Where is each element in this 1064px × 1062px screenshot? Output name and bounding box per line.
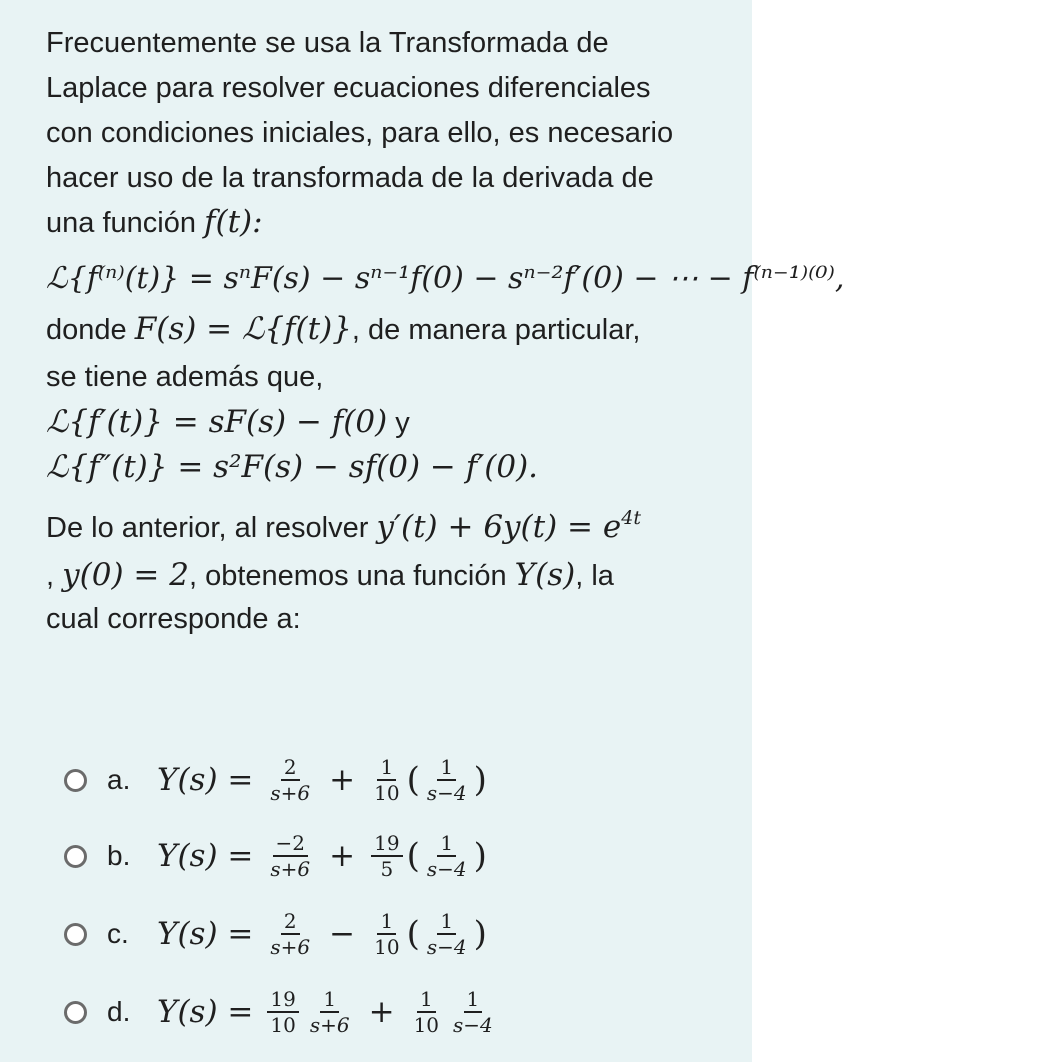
problem-line-2	[46, 558, 614, 593]
frac-num: 19	[267, 987, 298, 1013]
problem-line-1	[46, 507, 641, 548]
paren-open: (	[406, 760, 420, 800]
option-b-equation	[157, 831, 487, 881]
option-a-letter: a.	[107, 764, 131, 795]
frac-den: s−4	[426, 935, 467, 959]
frac-den: s+6	[270, 857, 311, 881]
paren-close: )	[473, 836, 487, 876]
frac-den: s−4	[426, 857, 467, 881]
intro-line-1: Frecuentemente se usa la Transformada de	[46, 27, 609, 59]
initial-condition: y(0) = 2	[62, 557, 189, 593]
frac-num: 2	[281, 755, 300, 781]
option-b-frac-2	[371, 831, 402, 881]
intro-line-5	[46, 205, 263, 240]
frac-den: s+6	[270, 935, 311, 959]
tiene-line: se tiene además que,	[46, 361, 324, 393]
option-a-frac-2	[371, 755, 402, 805]
option-b-frac-1	[267, 831, 313, 881]
option-b-frac-3	[424, 831, 470, 881]
frac-den: 10	[374, 781, 400, 805]
frac-den: s−4	[426, 781, 467, 805]
frac-den: s+6	[270, 781, 311, 805]
option-a[interactable]	[64, 750, 487, 810]
donde-suffix: , de manera particular,	[351, 314, 641, 346]
problem-equation	[376, 509, 641, 545]
option-d-frac-1	[267, 987, 298, 1037]
option-c-frac-2	[371, 909, 402, 959]
option-a-frac-1	[267, 755, 313, 805]
problem-line2-suffix: , la	[575, 560, 614, 592]
option-b[interactable]	[64, 826, 487, 886]
general-derivative-formula: ℒ{f⁽ⁿ⁾(t)} = sⁿF(s) − sⁿ⁻¹f(0) − sⁿ⁻²f′(0) − ⋯ − f⁽ⁿ⁻¹⁾⁽⁰⁾,	[46, 261, 845, 296]
frac-num: 1	[320, 987, 339, 1013]
intro-line-2: Laplace para resolver ecuaciones diferenciales	[46, 72, 651, 104]
frac-num: 1	[437, 909, 456, 935]
option-d-radio[interactable]	[64, 1001, 87, 1024]
option-a-radio[interactable]	[64, 769, 87, 792]
donde-prefix: donde	[46, 314, 127, 346]
option-d-operator: +	[368, 994, 395, 1030]
paren-open: (	[406, 914, 420, 954]
option-c-equation	[157, 909, 487, 959]
option-d-letter: d.	[107, 996, 131, 1027]
problem-equation-body: y′(t) + 6y(t) = e	[376, 509, 622, 545]
option-d-equation	[157, 987, 500, 1037]
option-d-frac-2	[307, 987, 353, 1037]
intro-line-4: hacer uso de la transformada de la derivada de	[46, 162, 654, 194]
donde-formula: F(s) = ℒ{f(t)}	[134, 311, 352, 347]
frac-num: 1	[464, 987, 483, 1013]
frac-den: s+6	[309, 1013, 350, 1037]
problem-line-3: cual corresponde a:	[46, 603, 301, 635]
frac-num: 19	[371, 831, 402, 857]
option-c-radio[interactable]	[64, 923, 87, 946]
conjunction-y: y	[395, 407, 410, 439]
option-a-frac-3	[424, 755, 470, 805]
option-d[interactable]	[64, 982, 500, 1042]
option-a-operator: +	[329, 762, 356, 798]
option-a-equation	[157, 755, 487, 805]
problem-line2-prefix: ,	[46, 560, 55, 592]
option-c-lhs: Y(s) =	[157, 916, 254, 952]
option-c-operator: −	[329, 916, 356, 952]
option-c-letter: c.	[107, 918, 129, 949]
option-c-frac-1	[267, 909, 313, 959]
frac-den: 10	[413, 1013, 440, 1037]
frac-num: 1	[417, 987, 436, 1013]
first-derivative-line	[46, 405, 410, 440]
frac-den: 5	[380, 857, 394, 881]
problem-Y: Y(s)	[514, 557, 576, 593]
frac-den: s−4	[453, 1013, 493, 1037]
frac-num: 2	[281, 909, 300, 935]
frac-num: −2	[273, 831, 308, 857]
frac-num: 1	[437, 755, 456, 781]
first-derivative-formula: ℒ{f′(t)} = sF(s) − f(0)	[46, 404, 388, 440]
problem-exponent: 4t	[621, 507, 641, 529]
paren-close: )	[473, 914, 487, 954]
intro-line-3: con condiciones iniciales, para ello, es necesario	[46, 117, 674, 149]
option-c-frac-3	[424, 909, 470, 959]
option-d-frac-4	[450, 987, 496, 1037]
option-a-lhs: Y(s) =	[157, 762, 254, 798]
frac-den: 10	[270, 1013, 296, 1037]
option-b-lhs: Y(s) =	[157, 838, 254, 874]
donde-line	[46, 312, 640, 347]
frac-num: 1	[437, 831, 456, 857]
problem-line2-mid: , obtenemos una función	[188, 560, 507, 592]
paren-close: )	[473, 760, 487, 800]
frac-den: 10	[374, 935, 400, 959]
intro-line-5-text: una función	[46, 207, 196, 239]
second-derivative-formula: ℒ{f″(t)} = s²F(s) − sf(0) − f′(0).	[46, 449, 539, 485]
function-label: f(t):	[204, 204, 263, 240]
option-c[interactable]	[64, 904, 487, 964]
paren-open: (	[406, 836, 420, 876]
option-d-lhs: Y(s) =	[157, 994, 254, 1030]
option-b-letter: b.	[107, 840, 131, 871]
frac-num: 1	[377, 909, 396, 935]
option-d-frac-3	[411, 987, 442, 1037]
option-b-radio[interactable]	[64, 845, 87, 868]
problem-prefix: De lo anterior, al resolver	[46, 512, 369, 544]
frac-num: 1	[377, 755, 396, 781]
option-b-operator: +	[329, 838, 356, 874]
